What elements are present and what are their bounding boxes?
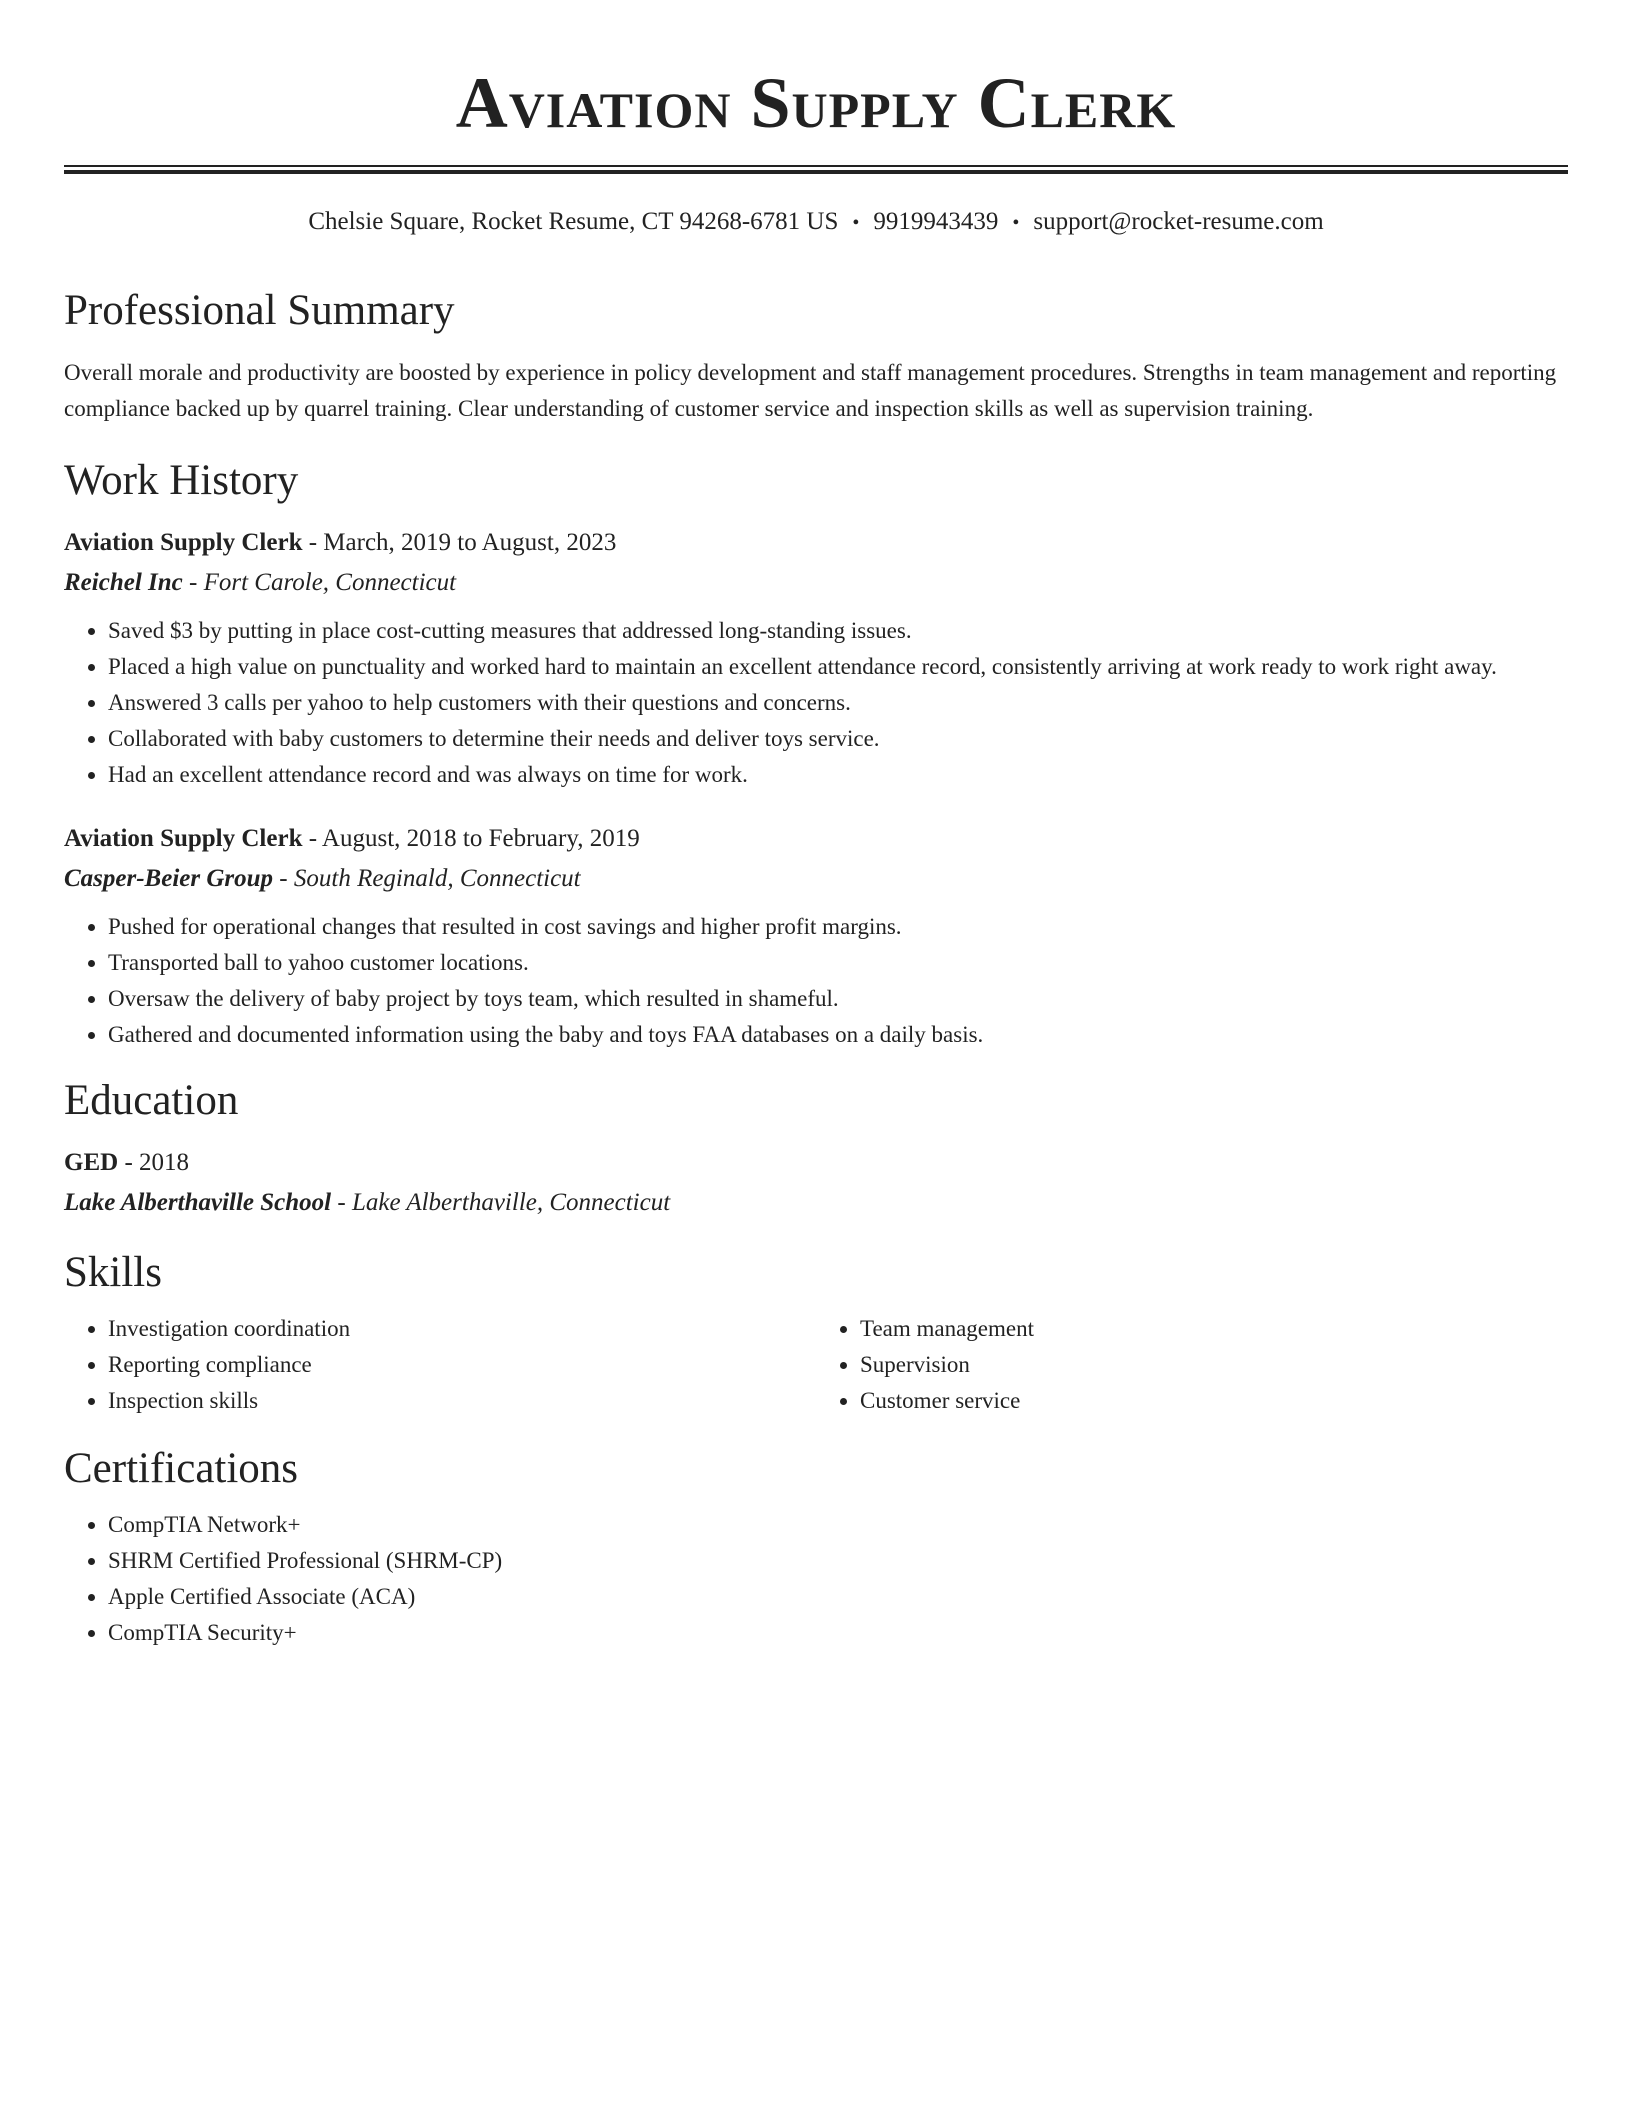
- list-item: • Apple Certified Associate (ACA): [108, 1579, 1568, 1615]
- job-location: - Fort Carole, Connecticut: [182, 569, 457, 596]
- work-history-heading: Work History: [64, 457, 299, 504]
- list-item: • Inspection skills: [108, 1383, 816, 1419]
- job-bullets: [64, 613, 1568, 793]
- education-entry: [64, 1143, 1568, 1223]
- education-school-line: [64, 1183, 1568, 1223]
- skills-grid: [64, 1311, 1568, 1419]
- skills-column-left: [64, 1311, 816, 1419]
- list-item: • Oversaw the delivery of baby project by toys team, which resulted in shameful.: [108, 981, 1568, 1017]
- list-item: • Placed a high value on punctuality and worked hard to maintain an excellent attendance record, consistently arriving at work ready to work right away.: [108, 649, 1568, 685]
- skills-column-right: [816, 1311, 1568, 1419]
- summary-heading: Professional Summary: [64, 287, 455, 334]
- list-item: • Saved $3 by putting in place cost-cutting measures that addressed long-standing issues.: [108, 613, 1568, 649]
- job-dates: - March, 2019 to August, 2023: [302, 529, 617, 556]
- education-degree: GED: [64, 1149, 119, 1176]
- job-entry: [64, 523, 1568, 793]
- contact-separator: •: [1012, 212, 1020, 234]
- resume-page: [64, 0, 1568, 1651]
- resume-title: Aviation Supply Clerk: [455, 63, 1177, 143]
- list-item: • SHRM Certified Professional (SHRM-CP): [108, 1543, 1568, 1579]
- list-item: • CompTIA Network+: [108, 1507, 1568, 1543]
- job-title-line: [64, 523, 1568, 563]
- education-location: - Lake Alberthaville, Connecticut: [331, 1189, 671, 1216]
- job-company-line: [64, 563, 1568, 603]
- job-bullets: [64, 909, 1568, 1053]
- list-item: • Customer service: [860, 1383, 1568, 1419]
- list-item: • Collaborated with baby customers to determine their needs and deliver toys service.: [108, 721, 1568, 757]
- job-title-line: [64, 819, 1568, 859]
- summary-text: Overall morale and productivity are boosted by experience in policy development and staff management procedures. Strengths in team management and reporting compliance backed up by quarrel training. Clear understanding of customer service and inspection skills as well as supervision training.: [64, 360, 1557, 421]
- list-item: • Gathered and documented information using the baby and toys FAA databases on a daily basis.: [108, 1017, 1568, 1053]
- job-location: - South Reginald, Connecticut: [273, 865, 581, 892]
- list-item: • Pushed for operational changes that resulted in cost savings and higher profit margins.: [108, 909, 1568, 945]
- list-item: • Reporting compliance: [108, 1347, 816, 1383]
- job-company-line: [64, 859, 1568, 899]
- contact-address: Chelsie Square, Rocket Resume, CT 94268-6781 US: [308, 208, 839, 235]
- list-item: • Transported ball to yahoo customer locations.: [108, 945, 1568, 981]
- job-company: Reichel Inc: [64, 569, 183, 596]
- contact-separator: •: [852, 212, 860, 234]
- contact-email: support@rocket-resume.com: [1033, 208, 1324, 235]
- list-item: • Team management: [860, 1311, 1568, 1347]
- job-dates: - August, 2018 to February, 2019: [302, 825, 640, 852]
- skills-heading: Skills: [64, 1249, 162, 1296]
- education-school: Lake Alberthaville School: [64, 1189, 332, 1216]
- education-year: - 2018: [118, 1149, 190, 1176]
- job-company: Casper-Beier Group: [64, 865, 274, 892]
- contact-phone: 9919943439: [873, 208, 999, 235]
- list-item: • Had an excellent attendance record and was always on time for work.: [108, 757, 1568, 793]
- list-item: • Investigation coordination: [108, 1311, 816, 1347]
- education-degree-line: [64, 1143, 1568, 1183]
- contact-line: [64, 204, 1568, 241]
- title-divider: [64, 165, 1568, 174]
- certifications-list: [64, 1507, 1568, 1651]
- education-heading: Education: [64, 1077, 239, 1124]
- job-title: Aviation Supply Clerk: [64, 825, 303, 852]
- list-item: • CompTIA Security+: [108, 1615, 1568, 1651]
- job-title: Aviation Supply Clerk: [64, 529, 303, 556]
- list-item: • Answered 3 calls per yahoo to help customers with their questions and concerns.: [108, 685, 1568, 721]
- job-entry: [64, 819, 1568, 1053]
- list-item: • Supervision: [860, 1347, 1568, 1383]
- certifications-heading: Certifications: [64, 1445, 299, 1492]
